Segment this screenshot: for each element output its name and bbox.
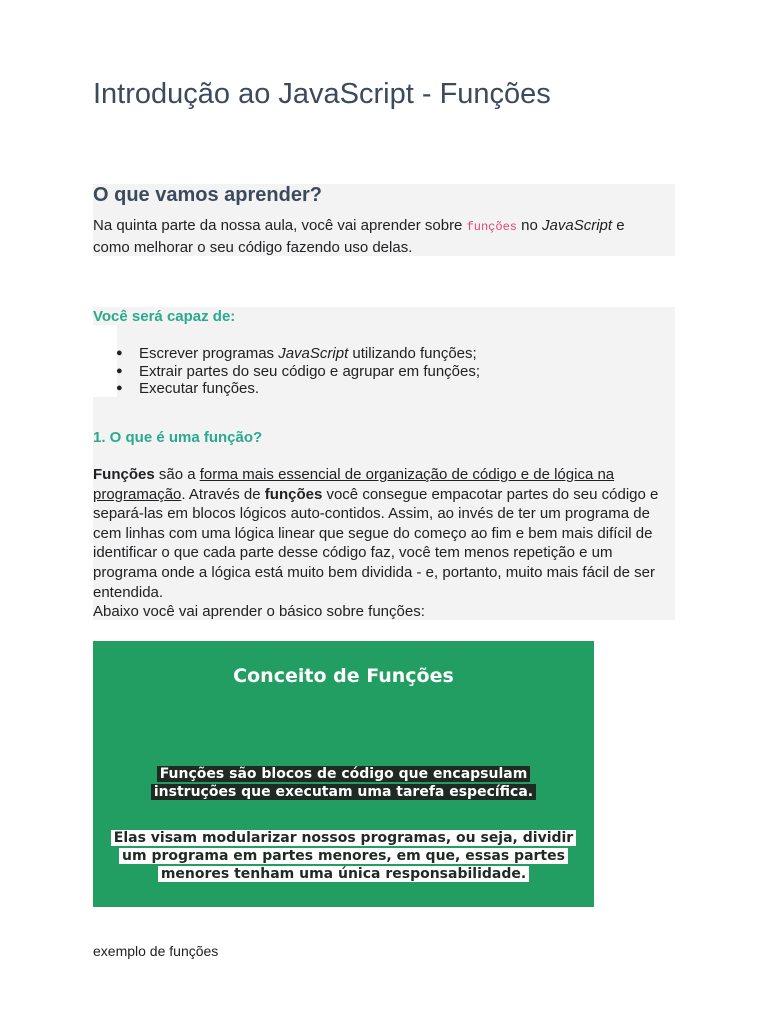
figure-line: Elas visam modularizar nossos programas, ou seja, dividir [111,830,576,846]
figure-line: Funções são blocos de código que encapsulam [157,766,531,782]
function-section-heading: 1. O que é uma função? [93,429,263,446]
goals-list-item: ● Escrever programas JavaScript utilizando funções; [116,345,480,363]
goals-list-indent [93,325,117,397]
goals-list [116,345,480,398]
function-concept-figure [93,641,594,907]
goals-section-heading: Você será capaz de: [93,308,236,325]
figure-line: instruções que executam uma tarefa específica. [151,784,536,800]
learn-section-heading: O que vamos aprender? [93,184,322,206]
goals-list-item: ● Executar funções. [116,380,480,398]
italic-javascript: JavaScript [542,217,613,234]
page-title: Introdução ao JavaScript - Funções [93,78,551,110]
goals-list-item: ● Extrair partes do seu código e agrupar em funções; [116,363,480,381]
figure-caption: exemplo de funções [93,943,219,959]
inline-code-funcoes: funções [466,220,517,234]
figure-purpose-block [93,829,594,883]
organization-link[interactable]: forma mais essencial de organização de código e de lógica na programação [93,466,615,503]
figure-definition-block [93,765,594,801]
figure-line: um programa em partes menores, em que, essas partes [119,848,568,864]
figure-line: menores tenham uma única responsabilidade. [158,866,529,882]
figure-title: Conceito de Funções [233,665,454,687]
learn-section-paragraph: Na quinta parte da nossa aula, você vai aprender sobre funções no JavaScript e como melhorar o seu código fazendo uso delas. [93,217,625,256]
function-section-paragraph: Funções são a forma mais essencial de organização de código e de lógica na programação. Através de funções você consegue empacotar partes do seu código e separá-las em blocos lógicos auto-contidos. Assim, ao invés de ter um programa de cem linhas com uma lógica linear que segue do começo ao fim e bem mais difícil de identificar o que cada parte desse código faz, você tem menos repetição e um programa onde a lógica está muito bem dividida - e, portanto, muito mais fácil de ser entendida. Abaixo você vai aprender o básico sobre funções: [93,466,659,621]
